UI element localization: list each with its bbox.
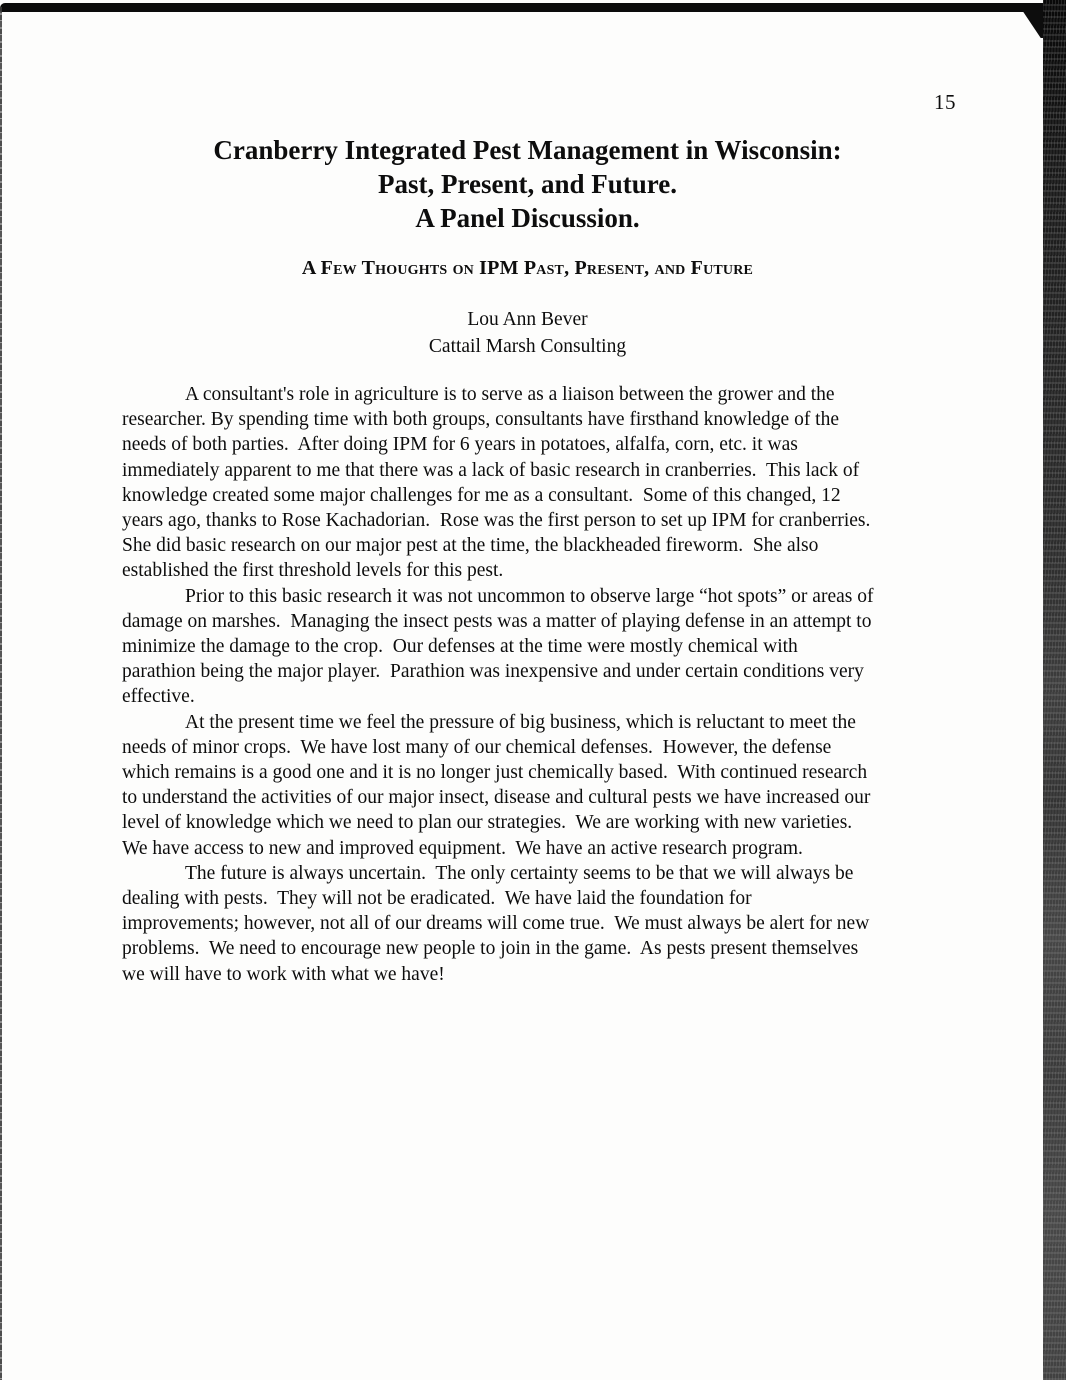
paragraph (122, 710, 952, 861)
text-line: The future is always uncertain. The only certainty seems to be that we will always be (185, 862, 854, 884)
article-title (120, 133, 935, 235)
article-body (122, 382, 952, 987)
text-line: minimize the damage to the crop. Our defenses at the time were mostly chemical with (122, 636, 798, 658)
text-line: At the present time we feel the pressure of big business, which is reluctant to meet the (185, 711, 856, 733)
scan-artifact-top-bar (0, 3, 1046, 12)
text-line: which remains is a good one and it is no longer just chemically based. With continued research (122, 762, 868, 784)
text-line: needs of minor crops. We have lost many of our chemical defenses. However, the defense (122, 736, 832, 758)
text-line: needs of both parties. After doing IPM for 6 years in potatoes, alfalfa, corn, etc. it was (122, 434, 798, 456)
text-line: knowledge created some major challenges for me as a consultant. Some of this changed, 12 (122, 484, 841, 506)
text-line: established the first threshold levels for this pest. (122, 560, 504, 582)
page-number: 15 (934, 90, 956, 114)
author-affiliation: Cattail Marsh Consulting (428, 336, 627, 357)
paragraph (122, 861, 952, 987)
text-line: immediately apparent to me that there was a lack of basic research in cranberries. This lack of (122, 459, 860, 481)
text-line: we will have to work with what we have! (122, 963, 445, 985)
section-heading: A Few Thoughts on IPM Past, Present, and Future (301, 257, 754, 279)
text-line: level of knowledge which we need to plan our strategies. We are working with new varieties. (122, 812, 853, 834)
paragraph (122, 584, 952, 710)
text-line: A Panel Discussion. (415, 203, 640, 233)
scan-artifact-right-band (1043, 0, 1066, 1380)
text-line: A consultant's role in agriculture is to serve as a liaison between the grower and the (185, 384, 835, 405)
paragraph (122, 382, 952, 584)
text-line: problems. We need to encourage new people to join in the game. As pests present themselves (122, 938, 859, 960)
scan-artifact-left-edge-line (0, 7, 2, 1380)
text-line: We have access to new and improved equipment. We have an active research program. (122, 837, 803, 859)
text-line: to understand the activities of our major insect, disease and cultural pests we have increased our (122, 787, 871, 809)
text-line: parathion being the major player. Parathion was inexpensive and under certain conditions very (122, 661, 864, 683)
author-name: Lou Ann Bever (467, 309, 588, 330)
text-line: improvements; however, not all of our dreams will come true. We must always be alert for new (122, 913, 870, 935)
text-line: dealing with pests. They will not be eradicated. We have laid the foundation for (122, 888, 752, 910)
text-line: She did basic research on our major pest at the time, the blackheaded fireworm. She also (122, 535, 819, 557)
text-line: Cranberry Integrated Pest Management in Wisconsin: (213, 135, 842, 165)
text-line: damage on marshes. Managing the insect pests was a matter of playing defense in an attempt to (122, 610, 872, 632)
text-line: years ago, thanks to Rose Kachadorian. Rose was the first person to set up IPM for cranberries. (122, 510, 871, 532)
byline (120, 306, 935, 360)
text-line: Past, Present, and Future. (378, 169, 677, 199)
text-line: researcher. By spending time with both groups, consultants have firsthand knowledge of the (122, 409, 840, 431)
text-line: effective. (122, 686, 195, 708)
text-line: Prior to this basic research it was not uncommon to observe large “hot spots” or areas of (185, 585, 874, 607)
